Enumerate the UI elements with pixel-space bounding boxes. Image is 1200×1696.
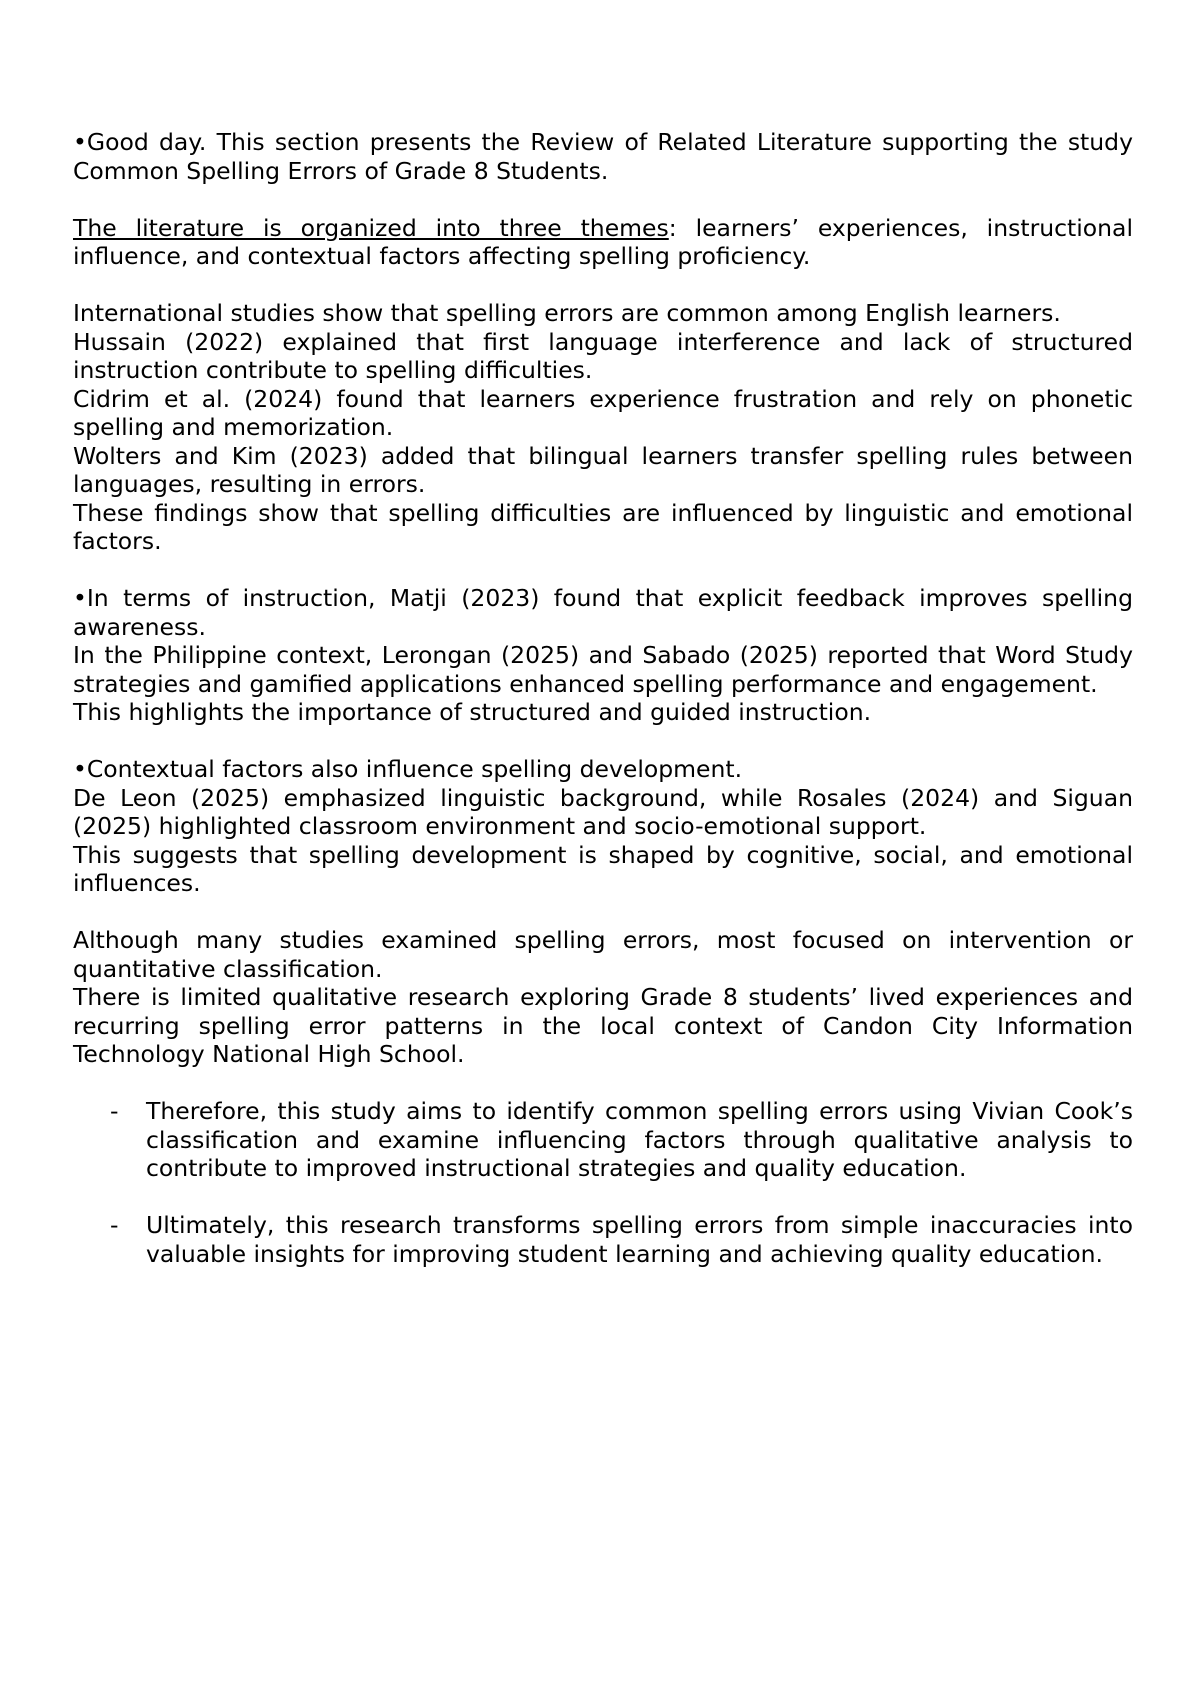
text-line: There is limited qualitative research exploring Grade 8 students’ lived experiences and recurring spelling error patterns in the local context of Candon City Information Technology National High School. xyxy=(73,983,1133,1068)
paragraph-gap xyxy=(73,898,1133,927)
text-line: Hussain (2022) explained that first language interference and lack of structured instruction contribute to spelling difficulties. xyxy=(73,327,1133,384)
text-line: Cidrim et al. (2024) found that learners experience frustration and rely on phonetic spelling and memorization. xyxy=(73,384,1133,441)
themes-underlined-text: The literature is organized into three themes xyxy=(73,213,669,242)
list-gap xyxy=(73,1183,1133,1212)
text-line: This suggests that spelling development is shaped by cognitive, social, and emotional influences. xyxy=(73,840,1133,897)
dash-marker: - xyxy=(110,1097,119,1125)
list-item xyxy=(73,1097,1133,1183)
text-line: •In terms of instruction, Matji (2023) found that explicit feedback improves spelling awareness. xyxy=(73,584,1133,641)
paragraph-gap xyxy=(73,271,1133,300)
text-line: This highlights the importance of structured and guided instruction. xyxy=(73,698,872,726)
paragraph-gap xyxy=(73,556,1133,585)
theme-contextual-factors xyxy=(73,755,1133,898)
paragraph-gap xyxy=(73,727,1133,756)
conclusion-list xyxy=(73,1097,1133,1268)
dash-marker: - xyxy=(110,1211,119,1239)
themes-paragraph xyxy=(73,214,1133,271)
text-line: These findings show that spelling difficulties are influenced by linguistic and emotional factors. xyxy=(73,498,1133,555)
text-line: Although many studies examined spelling errors, most focused on intervention or quantitative classification. xyxy=(73,926,1133,983)
paragraph-gap xyxy=(73,185,1133,214)
list-item-text: Therefore, this study aims to identify common spelling errors using Vivian Cook’s classification and examine influencing factors through qualitative analysis to contribute to improved instructional strategies and quality education. xyxy=(146,1097,1133,1182)
text-line: International studies show that spelling errors are common among English learners. xyxy=(73,299,1061,327)
list-item xyxy=(73,1211,1133,1268)
paragraph-gap xyxy=(73,1069,1133,1098)
list-item-text: Ultimately, this research transforms spelling errors from simple inaccuracies into valuable insights for improving student learning and achieving quality education. xyxy=(146,1211,1133,1268)
text-line: De Leon (2025) emphasized linguistic background, while Rosales (2024) and Siguan (2025) highlighted classroom environment and socio-emotional support. xyxy=(73,783,1133,840)
text-line: •Contextual factors also influence spelling development. xyxy=(73,755,743,783)
theme-learners-experiences xyxy=(73,299,1133,556)
document-page xyxy=(73,128,1133,1268)
text-line: Wolters and Kim (2023) added that bilingual learners transfer spelling rules between languages, resulting in errors. xyxy=(73,441,1133,498)
research-gap xyxy=(73,926,1133,1069)
intro-paragraph: •Good day. This section presents the Review of Related Literature supporting the study Common Spelling Errors of Grade 8 Students. xyxy=(73,128,1133,185)
themes-text: : learners’ experiences, instructional influence, and contextual factors affecting spelling proficiency. xyxy=(73,213,1133,270)
theme-instructional-influence xyxy=(73,584,1133,727)
text-line: In the Philippine context, Lerongan (2025) and Sabado (2025) reported that Word Study strategies and gamified applications enhanced spelling performance and engagement. xyxy=(73,641,1133,698)
